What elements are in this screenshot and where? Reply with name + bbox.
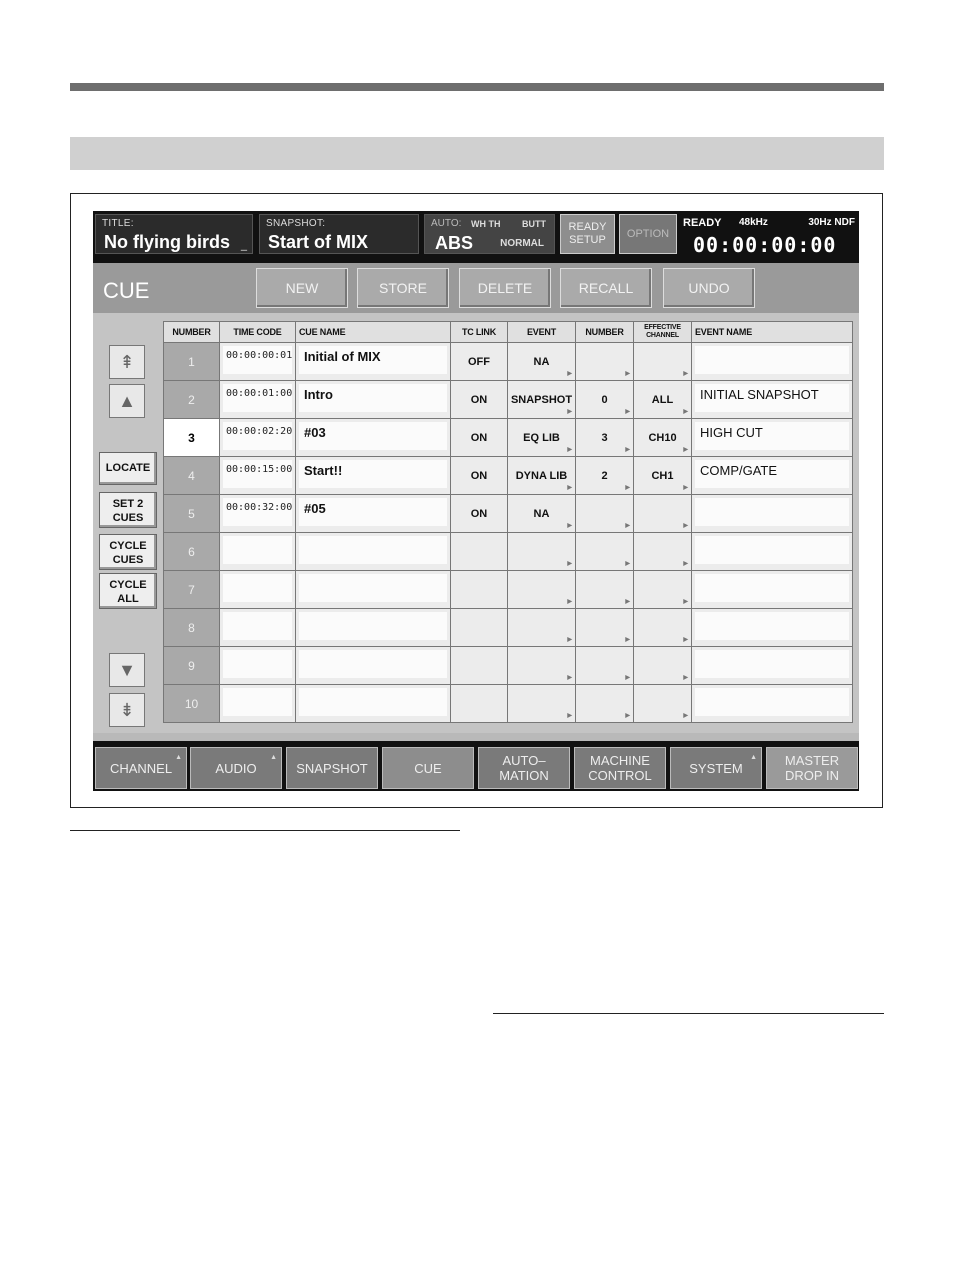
dropdown-icon: ▁ — [240, 242, 247, 251]
dropdown-icon: ▶ — [625, 675, 630, 681]
table-row[interactable] — [164, 343, 853, 381]
tc-link-cell[interactable] — [451, 609, 508, 647]
column-header: EFFECTIVE CHANNEL — [634, 322, 692, 343]
section-header-band — [70, 137, 884, 170]
cue-name-cell[interactable]: Initial of MIX — [296, 343, 451, 381]
cue-table — [163, 321, 853, 723]
event-number-cell[interactable] — [576, 647, 634, 685]
effective-channel-cell[interactable]: CH10 ▶ — [634, 419, 692, 457]
dropdown-icon: ▶ — [683, 523, 688, 529]
cue-name-cell[interactable]: Intro — [296, 381, 451, 419]
tc-link-cell[interactable]: ON — [451, 381, 508, 419]
event-name-cell[interactable] — [692, 609, 853, 647]
dropdown-icon: ▶ — [625, 637, 630, 643]
dropdown-icon: ▶ — [625, 371, 630, 377]
tc-link-cell[interactable]: ON — [451, 419, 508, 457]
nav-cue-button[interactable]: CUE — [382, 747, 474, 789]
time-code-cell[interactable] — [220, 533, 296, 571]
menu-up-icon: ▲ — [270, 754, 277, 761]
event-number-cell[interactable]: 2 ▶ — [576, 457, 634, 495]
nav-snapshot-button[interactable]: SNAPSHOT — [286, 747, 378, 789]
dropdown-icon: ▶ — [625, 713, 630, 719]
dropdown-icon: ▶ — [683, 447, 688, 453]
dropdown-icon: ▶ — [683, 599, 688, 605]
cycle-cues-button[interactable]: CYCLE CUES — [99, 534, 157, 570]
event-cell[interactable] — [508, 647, 576, 685]
event-name-cell[interactable] — [692, 647, 853, 685]
cue-name-cell[interactable]: #03 — [296, 419, 451, 457]
column-header: NUMBER — [576, 322, 634, 343]
effective-channel-cell[interactable] — [634, 647, 692, 685]
event-cell[interactable] — [508, 533, 576, 571]
bottom-navigation — [93, 741, 859, 791]
column-rule-right — [493, 1013, 884, 1014]
dropdown-icon: ▶ — [625, 561, 630, 567]
tc-link-cell[interactable]: ON — [451, 457, 508, 495]
cue-number[interactable]: 8 — [164, 609, 220, 647]
table-row[interactable] — [164, 571, 853, 609]
dropdown-icon: ▶ — [567, 447, 572, 453]
cue-name-cell[interactable]: Start!! — [296, 457, 451, 495]
event-cell[interactable]: EQ LIB ▶ — [508, 419, 576, 457]
table-row[interactable] — [164, 647, 853, 685]
column-header: EVENT — [508, 322, 576, 343]
time-code-cell[interactable] — [220, 647, 296, 685]
locate-button[interactable]: LOCATE — [99, 452, 157, 485]
time-code-cell[interactable]: 00:00:15:00 — [220, 457, 296, 495]
event-cell[interactable]: DYNA LIB ▶ — [508, 457, 576, 495]
cue-screen — [93, 211, 859, 791]
time-code-cell[interactable]: 00:00:32:00 — [220, 495, 296, 533]
cue-number[interactable]: 7 — [164, 571, 220, 609]
event-name-cell[interactable] — [692, 495, 853, 533]
effective-channel-cell[interactable] — [634, 571, 692, 609]
snapshot-field[interactable]: SNAPSHOT: Start of MIX — [259, 214, 419, 254]
delete-button[interactable]: DELETE — [459, 268, 551, 308]
event-name-cell[interactable]: INITIAL SNAPSHOT — [692, 381, 853, 419]
dropdown-icon: ▶ — [567, 713, 572, 719]
event-cell[interactable] — [508, 685, 576, 723]
event-number-cell[interactable] — [576, 571, 634, 609]
nav-automation-button[interactable]: AUTO– MATION — [478, 747, 570, 789]
dropdown-icon: ▶ — [683, 675, 688, 681]
time-code-cell[interactable] — [220, 571, 296, 609]
tc-link-cell[interactable] — [451, 647, 508, 685]
cue-number[interactable]: 9 — [164, 647, 220, 685]
event-name-cell[interactable] — [692, 685, 853, 723]
dropdown-icon: ▶ — [567, 409, 572, 415]
dropdown-icon: ▶ — [567, 561, 572, 567]
event-number-cell[interactable] — [576, 495, 634, 533]
tc-link-cell[interactable] — [451, 571, 508, 609]
nav-system-button[interactable]: SYSTEM ▲ — [670, 747, 762, 789]
nav-master-drop-in-button[interactable]: MASTER DROP IN — [766, 747, 858, 789]
event-number-cell[interactable]: 0 ▶ — [576, 381, 634, 419]
cue-name-cell[interactable] — [296, 533, 451, 571]
event-cell[interactable]: NA ▶ — [508, 495, 576, 533]
nav-channel-button[interactable]: CHANNEL ▲ — [95, 747, 187, 789]
dropdown-icon: ▶ — [625, 447, 630, 453]
option-button[interactable]: OPTION — [619, 214, 677, 254]
dropdown-icon: ▶ — [625, 485, 630, 491]
transport-status: READY 48kHz 30Hz NDF 00:00:00:00 — [683, 217, 855, 257]
cue-number[interactable]: 5 — [164, 495, 220, 533]
menu-up-icon: ▲ — [750, 754, 757, 761]
cue-number[interactable]: 6 — [164, 533, 220, 571]
effective-channel-cell[interactable] — [634, 685, 692, 723]
dropdown-icon: ▶ — [567, 371, 572, 377]
cue-name-cell[interactable] — [296, 609, 451, 647]
dropdown-icon: ▶ — [683, 371, 688, 377]
event-cell[interactable]: NA ▶ — [508, 343, 576, 381]
new-button[interactable]: NEW — [256, 268, 348, 308]
time-code-cell[interactable]: 00:00:00:01 — [220, 343, 296, 381]
event-name-cell[interactable] — [692, 343, 853, 381]
column-rule-left — [70, 830, 460, 831]
undo-button[interactable]: UNDO — [663, 268, 755, 308]
event-number-cell[interactable] — [576, 609, 634, 647]
cycle-all-button[interactable]: CYCLE ALL — [99, 573, 157, 609]
time-code-cell[interactable]: 00:00:01:00 — [220, 381, 296, 419]
tc-link-cell[interactable]: ON — [451, 495, 508, 533]
cue-number[interactable]: 4 — [164, 457, 220, 495]
effective-channel-cell[interactable] — [634, 609, 692, 647]
event-cell[interactable] — [508, 609, 576, 647]
dropdown-icon: ▶ — [683, 561, 688, 567]
dropdown-icon: ▶ — [683, 713, 688, 719]
store-button[interactable]: STORE — [357, 268, 449, 308]
table-row[interactable] — [164, 419, 853, 457]
ready-setup-button[interactable]: READY SETUP — [560, 214, 615, 254]
nav-machine-control-button[interactable]: MACHINE CONTROL — [574, 747, 666, 789]
effective-channel-cell[interactable]: CH1 ▶ — [634, 457, 692, 495]
cue-name-cell[interactable]: #05 — [296, 495, 451, 533]
event-cell[interactable]: SNAPSHOT ▶ — [508, 381, 576, 419]
timecode-display: 00:00:00:00 — [693, 233, 837, 257]
event-name-cell[interactable]: HIGH CUT — [692, 419, 853, 457]
cue-toolbar — [93, 263, 859, 313]
cue-number[interactable]: 1 — [164, 343, 220, 381]
table-row[interactable] — [164, 381, 853, 419]
status-header — [93, 211, 859, 263]
cue-name-cell[interactable] — [296, 647, 451, 685]
nav-audio-button[interactable]: AUDIO ▲ — [190, 747, 282, 789]
column-header: TIME CODE — [220, 322, 296, 343]
time-code-cell[interactable]: 00:00:02:20 — [220, 419, 296, 457]
dropdown-icon: ▶ — [567, 523, 572, 529]
column-header: NUMBER — [164, 322, 220, 343]
recall-button[interactable]: RECALL — [560, 268, 652, 308]
title-field[interactable]: TITLE: No flying birds ▁ — [95, 214, 253, 254]
event-name-cell[interactable] — [692, 533, 853, 571]
dropdown-icon: ▶ — [683, 637, 688, 643]
event-name-cell[interactable] — [692, 571, 853, 609]
page-up-icon[interactable]: ⇞ — [109, 345, 145, 379]
dropdown-icon: ▶ — [625, 599, 630, 605]
table-header-row — [164, 322, 853, 343]
effective-channel-cell[interactable]: ALL ▶ — [634, 381, 692, 419]
table-row[interactable] — [164, 609, 853, 647]
page-down-icon[interactable]: ⇟ — [109, 693, 145, 727]
dropdown-icon: ▶ — [625, 409, 630, 415]
effective-channel-cell[interactable] — [634, 533, 692, 571]
dropdown-icon: ▶ — [683, 409, 688, 415]
column-header: CUE NAME — [296, 322, 451, 343]
cue-name-cell[interactable] — [296, 571, 451, 609]
effective-channel-cell[interactable] — [634, 495, 692, 533]
dropdown-icon: ▶ — [567, 599, 572, 605]
event-number-cell[interactable]: 3 ▶ — [576, 419, 634, 457]
scroll-down-icon[interactable]: ▼ — [109, 653, 145, 687]
effective-channel-cell[interactable] — [634, 343, 692, 381]
scroll-up-icon[interactable]: ▲ — [109, 384, 145, 418]
event-number-cell[interactable] — [576, 343, 634, 381]
auto-mode-display: AUTO: WH TH BUTT ABS NORMAL — [424, 214, 555, 254]
cue-name-cell[interactable] — [296, 685, 451, 723]
column-header: EVENT NAME — [692, 322, 853, 343]
cue-number[interactable]: 2 — [164, 381, 220, 419]
dropdown-icon: ▶ — [683, 485, 688, 491]
set-2-cues-button[interactable]: SET 2 CUES — [99, 492, 157, 528]
time-code-cell[interactable] — [220, 609, 296, 647]
time-code-cell[interactable] — [220, 685, 296, 723]
dropdown-icon: ▶ — [567, 675, 572, 681]
menu-up-icon: ▲ — [175, 754, 182, 761]
table-row[interactable] — [164, 457, 853, 495]
event-number-cell[interactable] — [576, 685, 634, 723]
table-row[interactable] — [164, 533, 853, 571]
event-number-cell[interactable] — [576, 533, 634, 571]
cue-number[interactable]: 3 — [164, 419, 220, 457]
tc-link-cell[interactable] — [451, 685, 508, 723]
dropdown-icon: ▶ — [567, 637, 572, 643]
cue-number[interactable]: 10 — [164, 685, 220, 723]
dropdown-icon: ▶ — [567, 485, 572, 491]
tc-link-cell[interactable]: OFF — [451, 343, 508, 381]
column-header: TC LINK — [451, 322, 508, 343]
table-row[interactable] — [164, 685, 853, 723]
table-row[interactable] — [164, 495, 853, 533]
top-rule — [70, 83, 884, 91]
page-title: CUE — [103, 278, 150, 303]
tc-link-cell[interactable] — [451, 533, 508, 571]
dropdown-icon: ▶ — [625, 523, 630, 529]
event-name-cell[interactable]: COMP/GATE — [692, 457, 853, 495]
event-cell[interactable] — [508, 571, 576, 609]
